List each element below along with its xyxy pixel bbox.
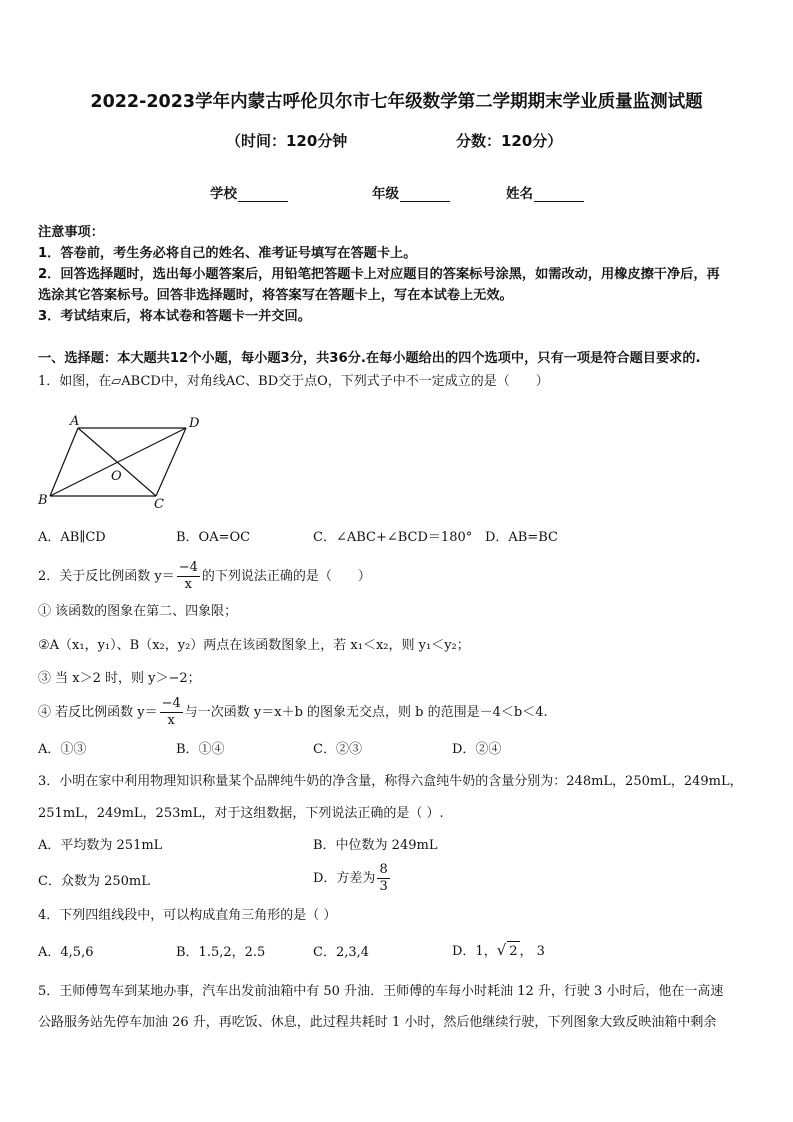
notice-item: 2．回答选择题时，选出每小题答案后，用铅笔把答题卡上对应题目的答案标号涂黑，如需改动，用橡皮擦干净后，再	[38, 267, 720, 282]
q3-option-b: B．中位数为 249mL	[313, 838, 438, 853]
q1-option-a: A．AB∥CD	[38, 530, 106, 545]
grade-field	[372, 182, 450, 202]
name-label: 姓名	[506, 186, 533, 202]
grade-blank	[400, 187, 450, 202]
school-blank	[238, 187, 288, 202]
q2-statement-3: ③ 当 x＞2 时，则 y＞−2；	[38, 671, 201, 686]
side-ab	[50, 428, 78, 496]
q3-option-d	[313, 862, 392, 895]
q2-option-a: A．①③	[38, 742, 87, 757]
exam-time: （时间：120分钟	[226, 132, 348, 150]
question-3-line-2: 251mL，249mL，253mL，对于这组数据，下列说法正确的是（ ）.	[38, 806, 444, 821]
question-5-line-2: 公路服务站先停车加油 26 升，再吃饭、休息，此过程共耗时 1 小时，然后他继续行驶，下列图象大致反映油箱中剩余	[38, 1015, 717, 1030]
grade-label: 年级	[372, 186, 399, 202]
q3-option-d-label: D．方差为	[313, 871, 376, 886]
q2-option-c: C．②③	[313, 742, 362, 757]
q2-stem-post: 的下列说法正确的是（ ）	[201, 569, 371, 584]
parallelogram-figure	[34, 410, 209, 510]
page-title: 2022-2023学年内蒙古呼伦贝尔市七年级数学第二学期期末学业质量监测试题	[90, 92, 703, 112]
school-label: 学校	[210, 186, 237, 202]
q1-option-d: D．AB=BC	[485, 530, 558, 545]
q2-s4-fraction	[160, 696, 183, 729]
q2-option-d: D．②④	[452, 742, 502, 757]
sqrt-radicand: 2	[507, 941, 519, 962]
question-4-stem: 4．下列四组线段中，可以构成直角三角形的是（ ）	[38, 908, 337, 923]
q4-option-c: C．2,3,4	[313, 945, 370, 960]
q4-option-d-rest: ， 3	[519, 944, 545, 959]
q4-option-a: A．4,5,6	[38, 945, 94, 960]
center-label-o: O	[111, 469, 122, 484]
q2-statement-1: ① 该函数的图象在第二、四象限；	[38, 604, 238, 619]
q3-option-c: C．众数为 250mL	[38, 874, 150, 889]
q1-option-b: B．OA=OC	[176, 530, 251, 545]
school-field	[210, 182, 288, 202]
q2-s4-post: 与一次函数 y＝x＋b 的图象无交点，则 b 的范围是－4＜b＜4.	[184, 705, 548, 720]
fraction-denominator: x	[167, 713, 175, 728]
q4-option-d	[452, 940, 545, 962]
section-heading: 一、选择题：本大题共12个小题，每小题3分，共36分.在每小题给出的四个选项中，只有一项是符合题目要求的.	[38, 351, 701, 366]
q2-statement-2: ②A（x₁，y₁）、B（x₂，y₂）两点在该函数图象上，若 x₁＜x₂，则 y₁＜y₂；	[38, 638, 470, 653]
vertex-label-b: B	[38, 493, 48, 508]
notice-item: 1．答卷前，考生务必将自己的姓名、准考证号填写在答题卡上。	[38, 246, 417, 261]
q2-option-b: B．①④	[176, 742, 225, 757]
question-3-line-1: 3．小明在家中利用物理知识称量某个品牌纯牛奶的净含量，称得六盒纯牛奶的含量分别为：248mL，250mL，249mL，	[38, 774, 743, 789]
question-2-stem	[38, 560, 371, 593]
notice-item: 3．考试结束后，将本试卷和答题卡一并交回。	[38, 309, 311, 324]
notice-item: 选涂其它答案标号。回答非选择题时，将答案写在答题卡上，写在本试卷上无效。	[38, 288, 513, 303]
fraction-numerator: 8	[379, 862, 388, 877]
notice-block	[38, 222, 720, 327]
q2-statement-4	[38, 696, 548, 729]
vertex-label-c: C	[154, 497, 164, 510]
vertex-label-a: A	[70, 414, 80, 429]
fraction-denominator: 3	[379, 879, 388, 894]
diagonal-bd	[50, 428, 186, 496]
name-blank	[534, 187, 584, 202]
name-field	[506, 182, 584, 202]
question-5-line-1: 5．王师傅驾车到某地办事，汽车出发前油箱中有 50 升油．王师傅的车每小时耗油 12 升，行驶 3 小时后，他在一高速	[38, 984, 724, 999]
q3-option-a: A．平均数为 251mL	[38, 838, 163, 853]
q2-fraction	[177, 560, 200, 593]
fraction-denominator: x	[184, 577, 192, 592]
fraction-numerator: −4	[178, 560, 198, 575]
vertex-label-d: D	[189, 416, 200, 431]
q2-stem-pre: 2．关于反比例函数 y＝	[38, 569, 175, 584]
exam-score: 分数：120分）	[456, 132, 563, 150]
fraction-numerator: −4	[161, 696, 181, 711]
sqrt-icon: √	[496, 941, 507, 959]
side-cd	[156, 428, 186, 496]
question-1-stem: 1．如图，在▱ABCD中，对角线AC、BD交于点O，下列式子中不一定成立的是（ ）	[38, 374, 549, 389]
q2-s4-pre: ④ 若反比例函数 y＝	[38, 705, 158, 720]
q3-variance-fraction	[377, 862, 389, 895]
q1-option-c: C．∠ABC+∠BCD＝180°	[313, 530, 473, 545]
q4-option-b: B．1.5,2，2.5	[176, 945, 266, 960]
q4-option-d-label: D．1，	[452, 944, 497, 959]
notice-heading: 注意事项：	[38, 225, 104, 240]
